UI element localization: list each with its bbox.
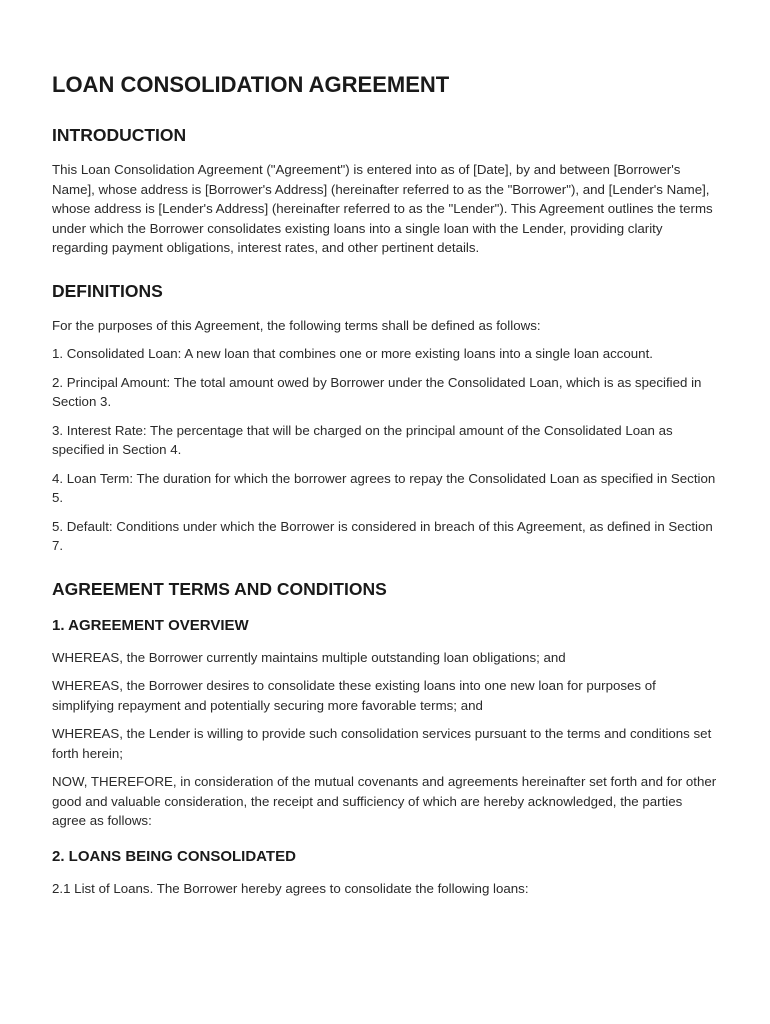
definitions-section [52,280,718,556]
introduction-section [52,124,718,258]
definition-item: 5. Default: Conditions under which the Borrower is considered in breach of this Agreement, as defined in Section 7. [52,518,713,553]
document-title: LOAN CONSOLIDATION AGREEMENT [52,72,450,97]
definition-item: 4. Loan Term: The duration for which the borrower agrees to repay the Consolidated Loan as specified in Section 5. [52,470,716,505]
introduction-body: This Loan Consolidation Agreement ("Agreement") is entered into as of [Date], by and between [Borrower's Name], whose address is [Borrower's Address] (hereinafter referred to as the "Borrower"), and [Lender's Name], whose address is [Lender's Address] (hereinafter referred to as the "Lender"). This Agreement outlines the terms under which the Borrower consolidates existing loans into a single loan with the Lender, providing clarity regarding payment obligations, interest rates, and other pertinent details. [52,162,713,255]
overview-paragraph: WHEREAS, the Lender is willing to provide such consolidation services pursuant to the terms and conditions set forth herein; [52,726,712,761]
overview-paragraph: NOW, THEREFORE, in consideration of the mutual covenants and agreements hereinafter set forth and for other good and valuable consideration, the receipt and sufficiency of which are hereby acknowledged, the parties agree as follows: [52,774,717,828]
terms-heading: AGREEMENT TERMS AND CONDITIONS [52,578,387,599]
terms-section [52,578,718,899]
loans-heading: 2. LOANS BEING CONSOLIDATED [52,847,296,865]
definitions-heading: DEFINITIONS [52,280,163,301]
definition-item: 2. Principal Amount: The total amount owed by Borrower under the Consolidated Loan, which is as specified in Section 3. [52,374,702,409]
definition-item: 1. Consolidated Loan: A new loan that combines one or more existing loans into a single loan account. [52,346,653,361]
loans-subsection [52,847,718,899]
overview-paragraph: WHEREAS, the Borrower desires to consolidate these existing loans into one new loan for purposes of simplifying repayment and potentially securing more favorable terms; and [52,678,656,713]
overview-heading: 1. AGREEMENT OVERVIEW [52,616,249,634]
loans-paragraph: 2.1 List of Loans. The Borrower hereby agrees to consolidate the following loans: [52,880,529,896]
definitions-lead: For the purposes of this Agreement, the following terms shall be defined as follows: [52,317,541,333]
overview-paragraph: WHEREAS, the Borrower currently maintains multiple outstanding loan obligations; and [52,649,566,665]
overview-subsection [52,616,718,831]
introduction-heading: INTRODUCTION [52,125,187,145]
definition-item: 3. Interest Rate: The percentage that will be charged on the principal amount of the Consolidated Loan as specified in Section 4. [52,422,673,457]
